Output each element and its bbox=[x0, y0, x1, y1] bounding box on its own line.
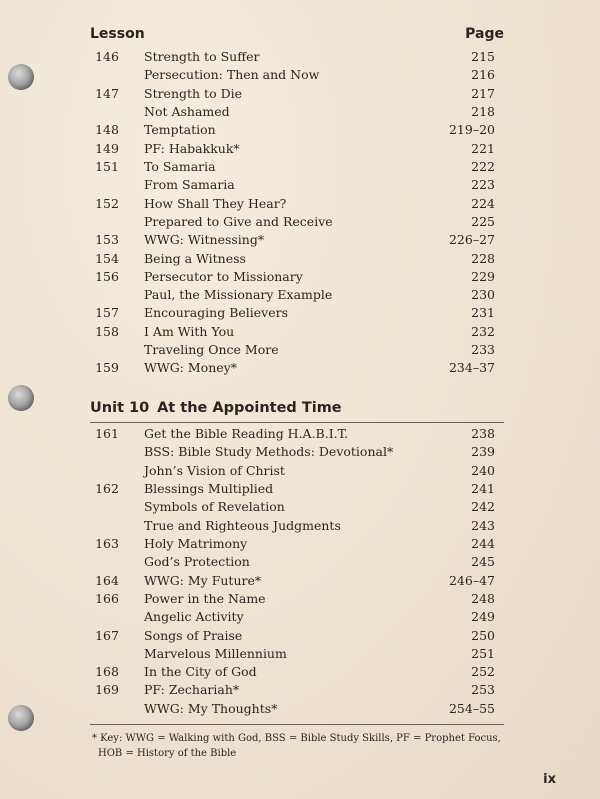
lesson-number: 151 bbox=[95, 158, 119, 174]
lesson-title: PF: Habakkuk* bbox=[144, 140, 240, 156]
lesson-number: 161 bbox=[95, 426, 119, 441]
toc-row bbox=[0, 590, 600, 608]
toc-row bbox=[0, 85, 600, 103]
unit-heading bbox=[90, 400, 342, 420]
toc-row bbox=[0, 443, 600, 461]
lesson-title: Persecution: Then and Now bbox=[144, 67, 320, 83]
footnote-line-1: * Key: WWG = Walking with God, BSS = Bible Study Skills, PF = Prophet Focus, bbox=[92, 733, 501, 744]
page-reference: 225 bbox=[471, 213, 495, 229]
toc-row bbox=[0, 158, 600, 176]
page-column-header: Page bbox=[465, 26, 504, 42]
lesson-title: PF: Zechariah* bbox=[144, 682, 240, 698]
page-reference: 231 bbox=[471, 305, 495, 321]
page-reference: 224 bbox=[471, 195, 495, 211]
unit-number: Unit 10 bbox=[90, 400, 150, 416]
lesson-column-header: Lesson bbox=[90, 26, 145, 42]
toc-row bbox=[0, 66, 600, 84]
page-reference: 249 bbox=[471, 609, 495, 625]
toc-row bbox=[0, 627, 600, 645]
toc-row bbox=[0, 48, 600, 66]
binder-hole-middle bbox=[8, 385, 34, 411]
lesson-title: WWG: My Thoughts* bbox=[144, 700, 278, 716]
footnote-line-2: HOB = History of the Bible bbox=[98, 748, 237, 759]
lesson-number: 147 bbox=[95, 85, 119, 101]
lesson-title: Being a Witness bbox=[144, 250, 246, 266]
page-reference: 222 bbox=[471, 158, 495, 174]
page-reference: 216 bbox=[471, 67, 495, 83]
page-reference: 217 bbox=[471, 85, 495, 101]
lesson-number: 157 bbox=[95, 305, 119, 321]
lesson-title: WWG: My Future* bbox=[144, 572, 262, 588]
page-reference: 226–27 bbox=[448, 232, 495, 248]
toc-row bbox=[0, 572, 600, 590]
lesson-number: 152 bbox=[95, 195, 119, 211]
lesson-number: 146 bbox=[95, 49, 119, 64]
lesson-title: Strength to Suffer bbox=[144, 49, 260, 64]
page-reference: 230 bbox=[471, 287, 495, 303]
page-reference: 240 bbox=[471, 462, 495, 478]
lesson-number: 149 bbox=[95, 140, 119, 156]
lesson-title: Power in the Name bbox=[144, 590, 266, 606]
page-reference: 252 bbox=[471, 664, 495, 680]
toc-row bbox=[0, 517, 600, 535]
page-reference: 233 bbox=[471, 342, 495, 358]
lesson-title: I Am With You bbox=[144, 323, 235, 339]
toc-row bbox=[0, 700, 600, 718]
toc-row bbox=[0, 231, 600, 249]
toc-row bbox=[0, 359, 600, 377]
page-reference: 239 bbox=[471, 444, 495, 460]
lesson-number: 153 bbox=[95, 232, 119, 248]
toc-row bbox=[0, 480, 600, 498]
lesson-title: To Samaria bbox=[144, 158, 216, 174]
lesson-title: Symbols of Revelation bbox=[144, 499, 285, 515]
lesson-title: Not Ashamed bbox=[144, 103, 230, 119]
lesson-title: Get the Bible Reading H.A.B.I.T. bbox=[144, 426, 349, 441]
footnote-divider bbox=[90, 724, 504, 725]
lesson-title: God’s Protection bbox=[144, 554, 250, 570]
toc-row bbox=[0, 213, 600, 231]
page-reference: 251 bbox=[471, 645, 495, 661]
lesson-title: Prepared to Give and Receive bbox=[144, 213, 333, 229]
column-headers bbox=[90, 26, 504, 44]
page-reference: 245 bbox=[471, 554, 495, 570]
page-reference: 248 bbox=[471, 590, 495, 606]
lesson-number: 168 bbox=[95, 664, 119, 680]
lesson-number: 166 bbox=[95, 590, 119, 606]
page-reference: 250 bbox=[471, 627, 495, 643]
lesson-number: 164 bbox=[95, 572, 119, 588]
toc-row bbox=[0, 323, 600, 341]
toc-row bbox=[0, 341, 600, 359]
toc-row bbox=[0, 103, 600, 121]
page-reference: 241 bbox=[471, 480, 495, 496]
lesson-title: BSS: Bible Study Methods: Devotional* bbox=[144, 444, 394, 460]
lesson-title: True and Righteous Judgments bbox=[144, 517, 341, 533]
lesson-number: 167 bbox=[95, 627, 119, 643]
lesson-title: Holy Matrimony bbox=[144, 535, 248, 551]
page-reference: 242 bbox=[471, 499, 495, 515]
page-reference: 232 bbox=[471, 323, 495, 339]
page-reference: 246–47 bbox=[448, 572, 495, 588]
lesson-number: 154 bbox=[95, 250, 119, 266]
lesson-number: 169 bbox=[95, 682, 119, 698]
toc-row bbox=[0, 498, 600, 516]
page-reference: 218 bbox=[471, 103, 495, 119]
page-number: ix bbox=[543, 772, 556, 787]
toc-row bbox=[0, 140, 600, 158]
footnote-key bbox=[92, 731, 502, 761]
toc-row bbox=[0, 250, 600, 268]
toc-row bbox=[0, 176, 600, 194]
unit-title: At the Appointed Time bbox=[157, 400, 342, 416]
page-reference: 234–37 bbox=[448, 360, 495, 376]
lesson-number: 158 bbox=[95, 323, 119, 339]
lesson-number: 159 bbox=[95, 360, 119, 376]
toc-row bbox=[0, 535, 600, 553]
lesson-title: Angelic Activity bbox=[144, 609, 244, 625]
lesson-title: Encouraging Believers bbox=[144, 305, 289, 321]
toc-row bbox=[0, 286, 600, 304]
lesson-title: WWG: Money* bbox=[144, 360, 237, 376]
toc-row bbox=[0, 462, 600, 480]
page-reference: 229 bbox=[471, 268, 495, 284]
lesson-number: 162 bbox=[95, 480, 119, 496]
page-reference: 223 bbox=[471, 177, 495, 193]
lesson-title: In the City of God bbox=[144, 664, 257, 680]
page-reference: 243 bbox=[471, 517, 495, 533]
lesson-title: Traveling Once More bbox=[144, 342, 279, 358]
lesson-title: WWG: Witnessing* bbox=[144, 232, 265, 248]
page-reference: 253 bbox=[471, 682, 495, 698]
toc-row bbox=[0, 425, 600, 443]
lesson-number: 163 bbox=[95, 535, 119, 551]
toc-row bbox=[0, 268, 600, 286]
page-reference: 244 bbox=[471, 535, 495, 551]
lesson-number: 148 bbox=[95, 122, 119, 138]
lesson-title: John’s Vision of Christ bbox=[144, 462, 285, 478]
lesson-title: Marvelous Millennium bbox=[144, 645, 287, 661]
page-reference: 254–55 bbox=[448, 700, 495, 716]
lesson-title: Persecutor to Missionary bbox=[144, 268, 303, 284]
lesson-title: From Samaria bbox=[144, 177, 235, 193]
unit-divider bbox=[90, 422, 504, 423]
lesson-title: Paul, the Missionary Example bbox=[144, 287, 333, 303]
toc-row bbox=[0, 681, 600, 699]
lesson-title: Strength to Die bbox=[144, 85, 242, 101]
page-reference: 238 bbox=[471, 426, 495, 441]
page-reference: 215 bbox=[471, 49, 495, 64]
lesson-title: How Shall They Hear? bbox=[144, 195, 287, 211]
lesson-title: Temptation bbox=[144, 122, 216, 138]
lesson-title: Songs of Praise bbox=[144, 627, 243, 643]
page-reference: 228 bbox=[471, 250, 495, 266]
page-reference: 221 bbox=[471, 140, 495, 156]
toc-row bbox=[0, 663, 600, 681]
lesson-title: Blessings Multiplied bbox=[144, 480, 274, 496]
toc-row bbox=[0, 121, 600, 139]
lesson-number: 156 bbox=[95, 268, 119, 284]
page-reference: 219–20 bbox=[448, 122, 495, 138]
toc-row bbox=[0, 195, 600, 213]
toc-row bbox=[0, 645, 600, 663]
toc-row bbox=[0, 608, 600, 626]
toc-row bbox=[0, 553, 600, 571]
toc-row bbox=[0, 304, 600, 322]
